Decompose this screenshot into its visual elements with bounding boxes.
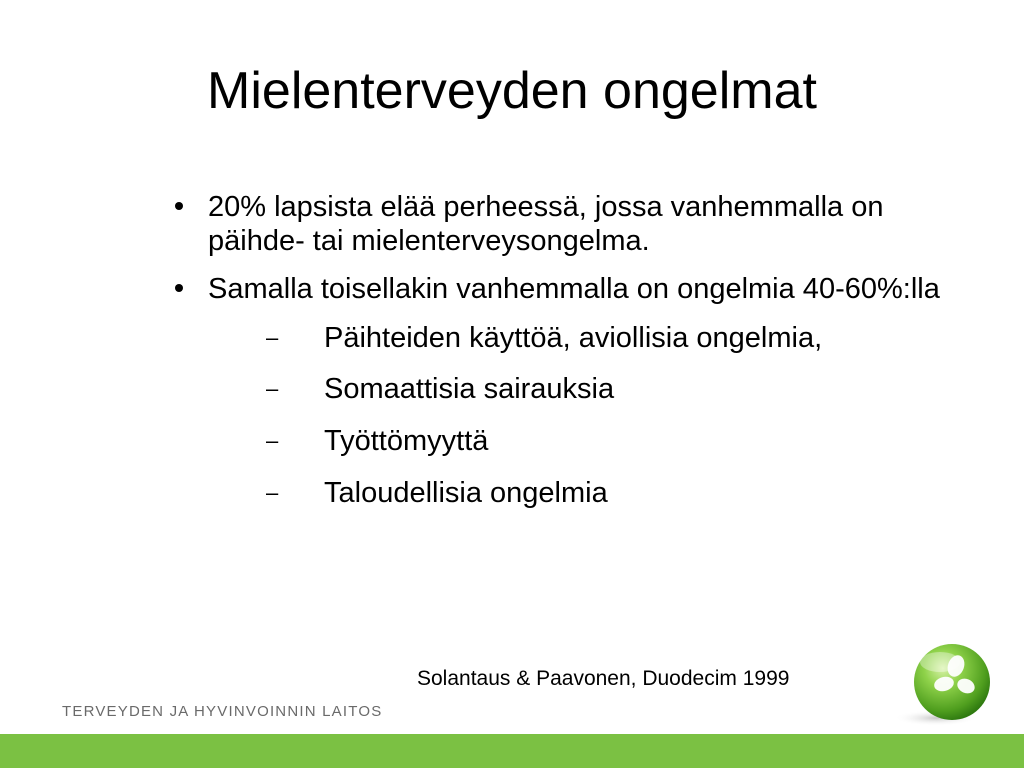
green-sphere-leaf-logo-icon <box>890 642 1000 728</box>
sub-bullet-item <box>170 321 970 356</box>
sub-bullet-item <box>170 476 970 511</box>
sub-bullet-text: Työttömyyttä <box>324 425 489 458</box>
bullet-text: 20% lapsista elää perheessä, jossa vanhemmalla on päihde- tai mielenterveysongelma. <box>208 191 884 258</box>
slide-title: Mielenterveyden ongelmat <box>207 62 817 120</box>
bullet-item <box>170 190 970 258</box>
sub-bullet-text: Päihteiden käyttöä, aviollisia ongelmia, <box>324 321 823 354</box>
organization-name: TERVEYDEN JA HYVINVOINNIN LAITOS <box>62 703 383 720</box>
dash-icon: – <box>266 428 279 454</box>
bullet-dot-icon <box>175 280 184 289</box>
bullet-item <box>170 272 970 306</box>
bullet-dot-icon <box>175 198 184 207</box>
sub-bullet-item <box>170 372 970 407</box>
dash-icon: – <box>266 376 279 402</box>
dash-icon: – <box>266 324 279 350</box>
footer-green-bar <box>0 734 1024 768</box>
citation: Solantaus & Paavonen, Duodecim 1999 <box>417 667 790 690</box>
sub-bullet-item <box>170 424 970 459</box>
sub-bullet-text: Taloudellisia ongelmia <box>324 477 608 510</box>
sub-bullet-text: Somaattisia sairauksia <box>324 373 615 406</box>
slide-content <box>170 190 970 528</box>
dash-icon: – <box>266 480 279 506</box>
bullet-text: Samalla toisellakin vanhemmalla on ongelmia 40-60%:lla <box>208 273 940 306</box>
